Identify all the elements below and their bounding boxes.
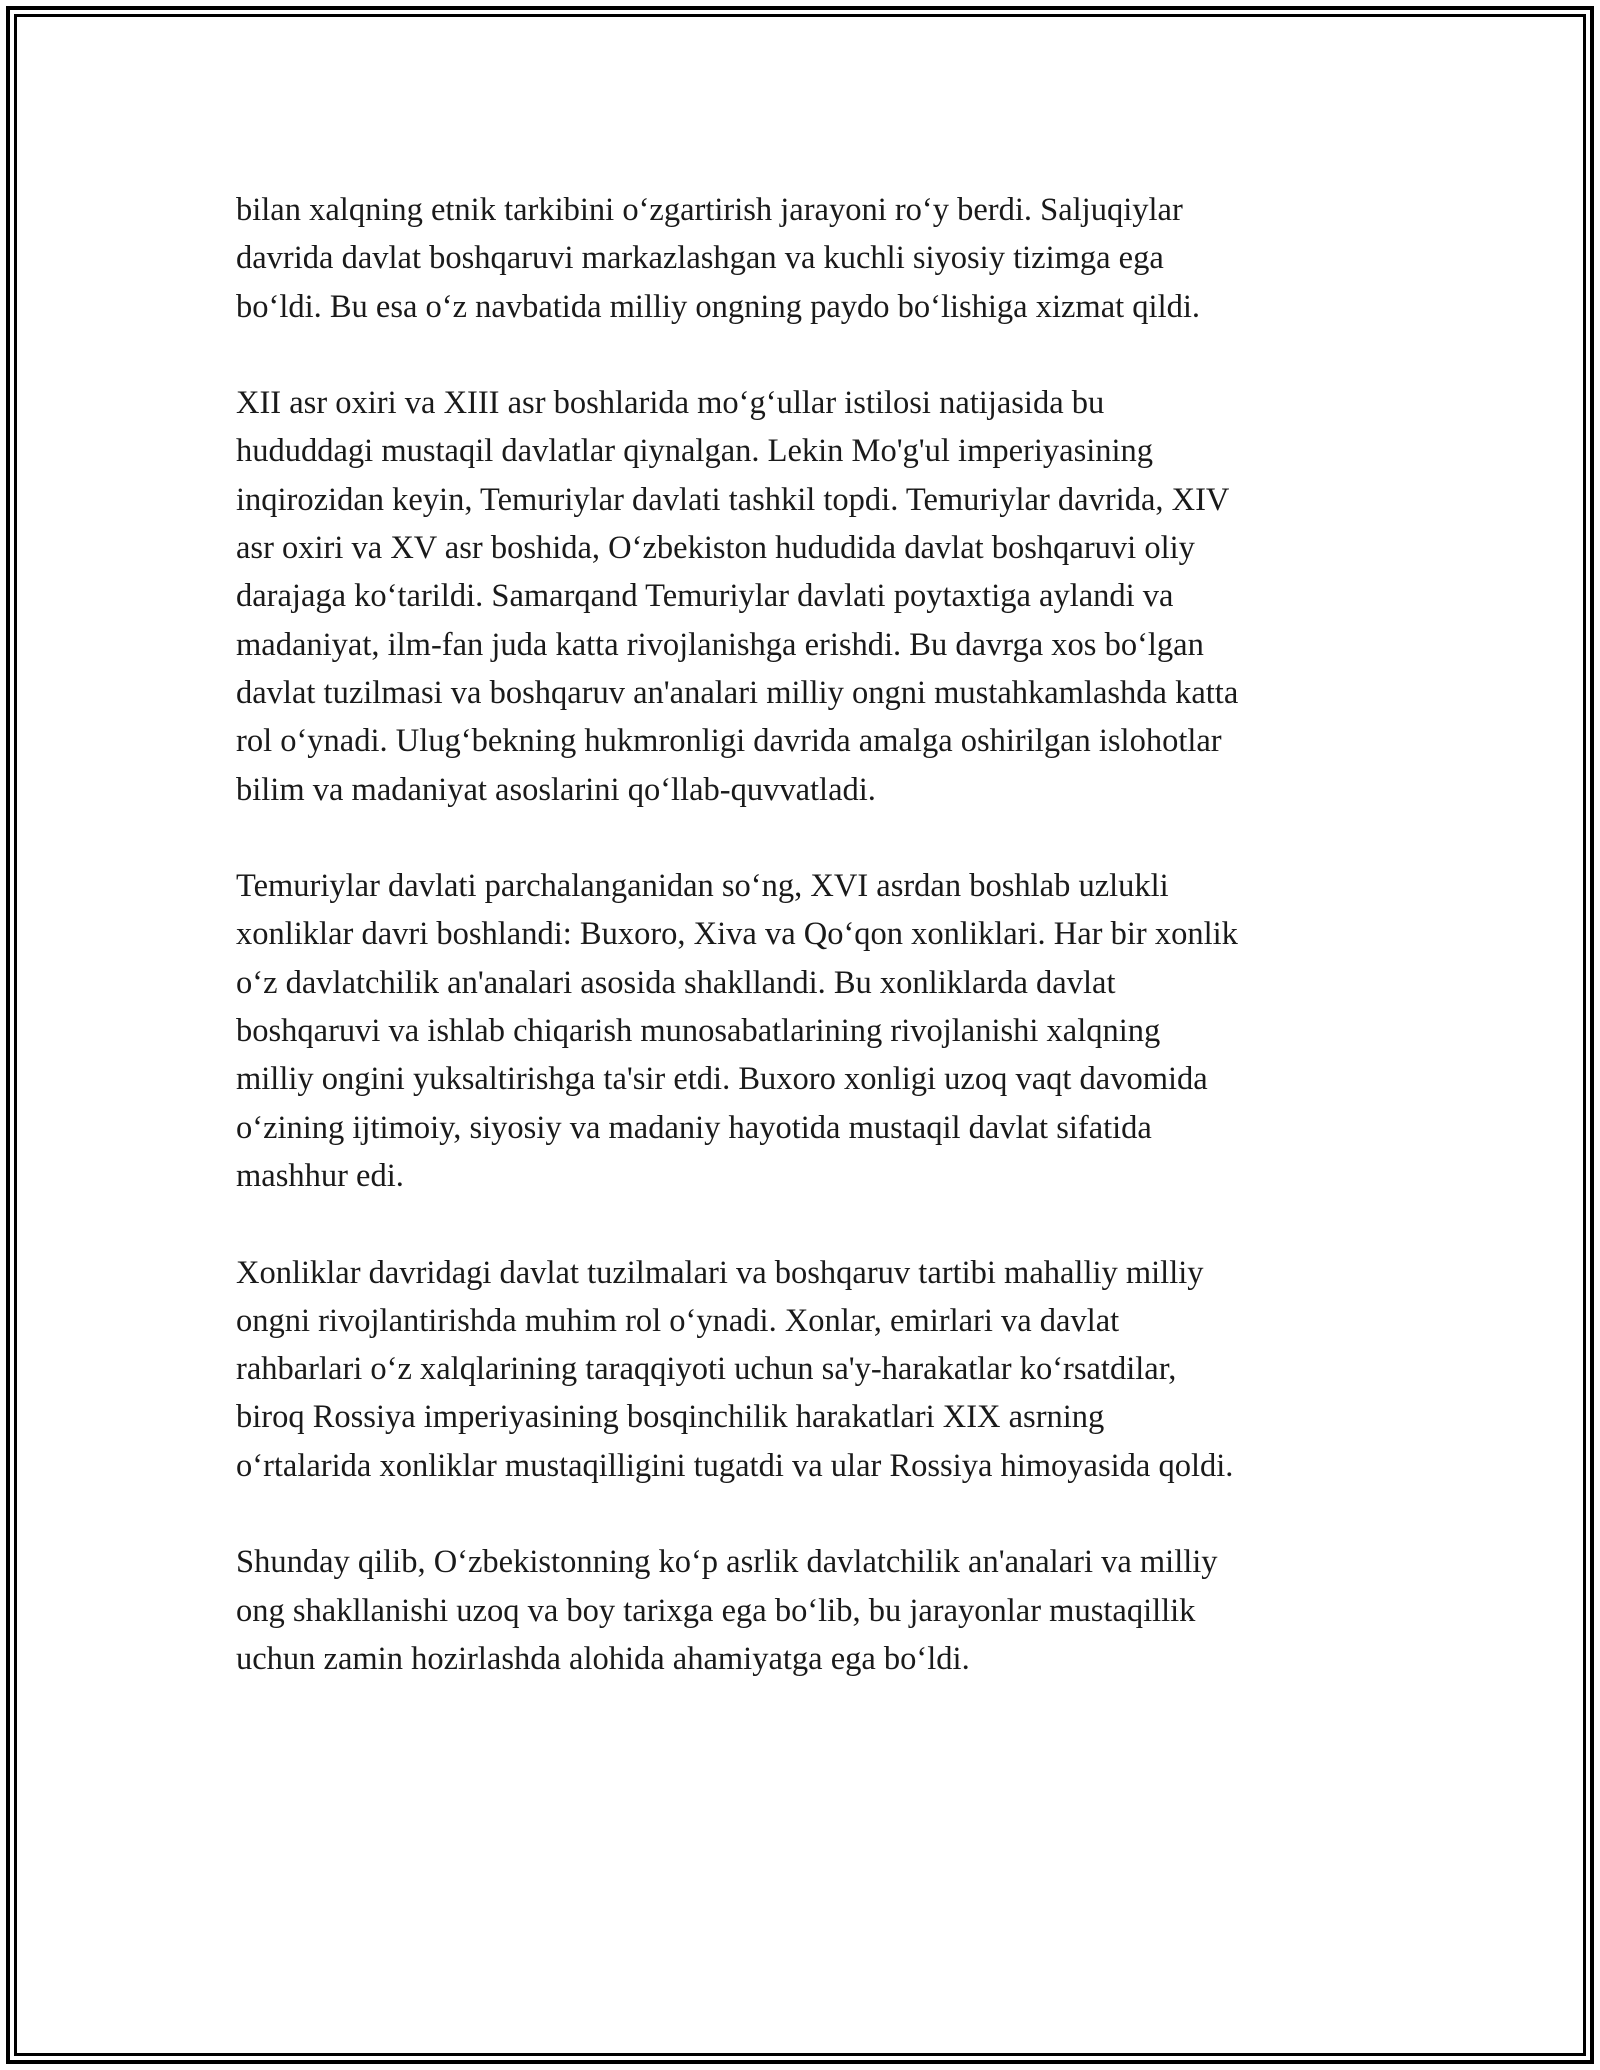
text-line: madaniyat, ilm-fan juda katta rivojlanishga erishdi. Bu davrga xos bo‘lgan (236, 626, 1204, 663)
text-line: rol o‘ynadi. Ulug‘bekning hukmronligi davrida amalga oshirilgan islohotlar (236, 723, 1222, 760)
text-line: XII asr oxiri va XIII asr boshlarida mo‘g‘ullar istilosi natijasida bu (236, 385, 1105, 422)
text-line: davrida davlat boshqaruvi markazlashgan va kuchli siyosiy tizimga ega (236, 240, 1164, 277)
text-line: rahbarlari o‘z xalqlarining taraqqiyoti uchun sa'y-harakatlar ko‘rsatdilar, (236, 1351, 1177, 1388)
text-line: milliy ongini yuksaltirishga ta'sir etdi. Buxoro xonligi uzoq vaqt davomida (236, 1061, 1208, 1098)
paragraph-1 (236, 186, 1386, 331)
paragraph-2 (236, 379, 1386, 814)
text-line: Shunday qilib, O‘zbekistonning ko‘p asrlik davlatchilik an'analari va milliy (236, 1544, 1218, 1581)
text-line: o‘z davlatchilik an'analari asosida shakllandi. Bu xonliklarda davlat (236, 964, 1116, 1001)
text-line: biroq Rossiya imperiyasining bosqinchilik harakatlari XIX asrning (236, 1399, 1105, 1436)
paragraph-5 (236, 1538, 1386, 1683)
text-line: xonliklar davri boshlandi: Buxoro, Xiva va Qo‘qon xonliklari. Har bir xonlik (236, 916, 1238, 953)
text-line: darajaga ko‘tarildi. Samarqand Temuriylar davlati poytaxtiga aylandi va (236, 578, 1174, 615)
text-line: o‘rtalarida xonliklar mustaqilligini tugatdi va ular Rossiya himoyasida qoldi. (236, 1447, 1234, 1484)
document-body (236, 186, 1386, 1732)
text-line: davlat tuzilmasi va boshqaruv an'analari milliy ongni mustahkamlashda katta (236, 674, 1239, 711)
paragraph-4 (236, 1249, 1386, 1490)
text-line: asr oxiri va XV asr boshida, O‘zbekiston hududida davlat boshqaruvi oliy (236, 530, 1195, 567)
text-line: hududdagi mustaqil davlatlar qiynalgan. Lekin Mo'g'ul imperiyasining (236, 433, 1154, 470)
text-line: o‘zining ijtimoiy, siyosiy va madaniy hayotida mustaqil davlat sifatida (236, 1109, 1152, 1146)
text-line: bilim va madaniyat asoslarini qo‘llab-quvvatladi. (236, 771, 876, 808)
text-line: ong shakllanishi uzoq va boy tarixga ega bo‘lib, bu jarayonlar mustaqillik (236, 1592, 1196, 1629)
text-line: mashhur edi. (236, 1157, 404, 1194)
text-line: Temuriylar davlati parchalanganidan so‘ng, XVI asrdan boshlab uzlukli (236, 868, 1169, 905)
text-line: boshqaruvi va ishlab chiqarish munosabatlarining rivojlanishi xalqning (236, 1013, 1161, 1050)
text-line: bo‘ldi. Bu esa o‘z navbatida milliy ongning paydo bo‘lishiga xizmat qildi. (236, 288, 1201, 325)
paragraph-3 (236, 862, 1386, 1200)
text-line: uchun zamin hozirlashda alohida ahamiyatga ega bo‘ldi. (236, 1640, 970, 1677)
text-line: inqirozidan keyin, Temuriylar davlati tashkil topdi. Temuriylar davrida, XIV (236, 481, 1230, 518)
text-line: ongni rivojlantirishda muhim rol o‘ynadi. Xonlar, emirlari va davlat (236, 1302, 1120, 1339)
text-line: Xonliklar davridagi davlat tuzilmalari va boshqaruv tartibi mahalliy milliy (236, 1254, 1204, 1291)
text-line: bilan xalqning etnik tarkibini o‘zgartirish jarayoni ro‘y berdi. Saljuqiylar (236, 192, 1183, 228)
